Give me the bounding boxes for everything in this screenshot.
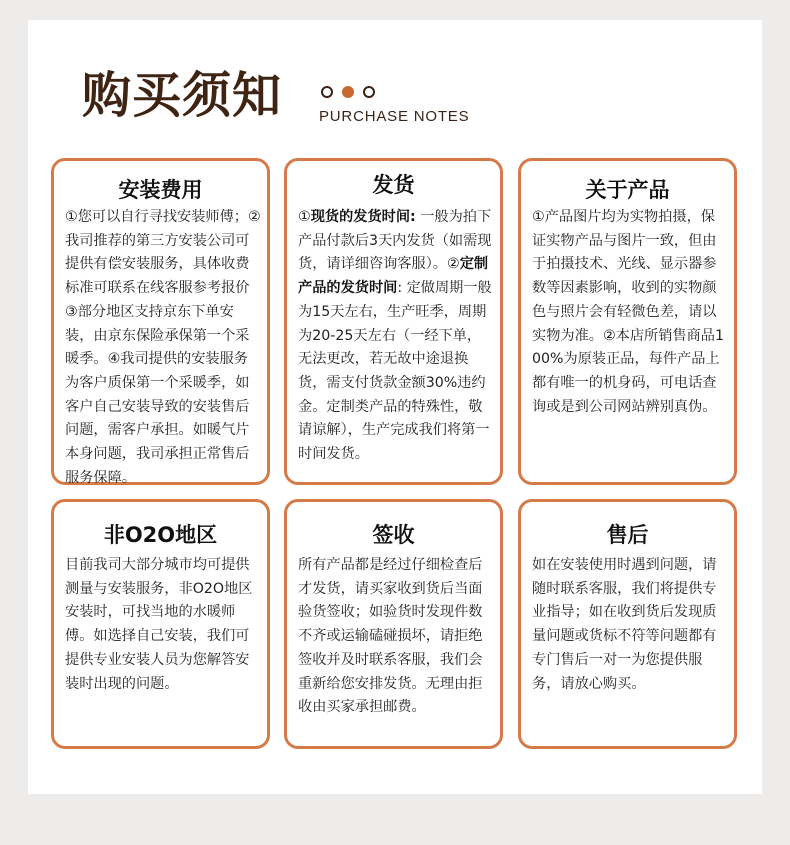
- page-subtitle: PURCHASE NOTES: [319, 108, 470, 125]
- dot-icon: [342, 86, 354, 98]
- card-body: [532, 206, 728, 419]
- card-text-bold: 现货的发货时间:: [310, 209, 416, 225]
- card-body: [298, 554, 494, 720]
- card-text: ①您可以自行寻找安装师傅；②我司推荐的第三方安装公司可提供有偿安装服务，具体收费标准可联系在线客服参考报价③部分地区支持京东下单安装，由京东保险承保第一个采暖季。④我司提供的安装服务为客户质保第一个采暖季，如客户自己安装导致的安装售后问题，需客户承担。如暖气片本身问题，我司承担正常售后服务保障。: [65, 209, 261, 486]
- page-title: 购买须知: [82, 67, 283, 124]
- card-shipping: [284, 158, 503, 485]
- card-title: 非O2O地区: [103, 523, 218, 547]
- card-text: ①: [298, 209, 311, 225]
- card-after-sales: [518, 499, 737, 749]
- dot-icon: [321, 86, 333, 98]
- card-title: 签收: [372, 523, 415, 547]
- card-non-o2o: [51, 499, 270, 749]
- card-installation-fee: [51, 158, 270, 485]
- card-text: 一般为拍下产品付款后3天内发货（如需现货，请详细咨询客服）。②: [298, 209, 492, 273]
- card-about-product: [518, 158, 737, 485]
- card-title: 售后: [606, 523, 649, 547]
- card-body: [298, 206, 494, 467]
- card-text: ①产品图片均为实物拍摄，保证实物产品与图片一致，但由于拍摄技术、光线、显示器参数等因素影响，收到的实物颜色与照片会有轻微色差，请以实物为准。②本店所销售商品100%为原装正品，每件产品上都有唯一的机身码，可电话查询或是到公司网站辨别真伪。: [532, 209, 724, 415]
- card-text: : 定做周期一般为15天左右，生产旺季，周期为20-25天左右（一经下单，无法更改，若无故中途退换货，需支付货款金额30%违约金。定制类产品的特殊性，敬请谅解），生产完成我们将第一时间发货。: [298, 280, 492, 463]
- card-title: 发货: [372, 173, 415, 197]
- card-title: 关于产品: [585, 178, 670, 202]
- card-title: 安装费用: [118, 178, 203, 202]
- card-body: [65, 206, 261, 490]
- card-text: 所有产品都是经过仔细检查后才发货，请买家收到货后当面验货签收；如验货时发现件数不齐或运输磕碰损坏，请拒绝签收并及时联系客服，我们会重新给您安排发货。无理由拒收由买家承担邮费。: [298, 557, 483, 716]
- card-body: [532, 554, 728, 696]
- card-body: [65, 554, 261, 696]
- card-sign-for: [284, 499, 503, 749]
- card-text: 如在安装使用时遇到问题，请随时联系客服，我们将提供专业指导；如在收到货后发现质量问题或货标不符等问题都有专门售后一对一为您提供服务，请放心购买。: [532, 557, 717, 692]
- dot-icon: [363, 86, 375, 98]
- card-text-bold: 定制产品的发货时间: [298, 256, 489, 297]
- card-text: 目前我司大部分城市均可提供测量与安装服务，非O2O地区安装时，可找当地的水暖师傅。如选择自己安装，我们可提供专业安装人员为您解答安装时出现的问题。: [65, 557, 253, 692]
